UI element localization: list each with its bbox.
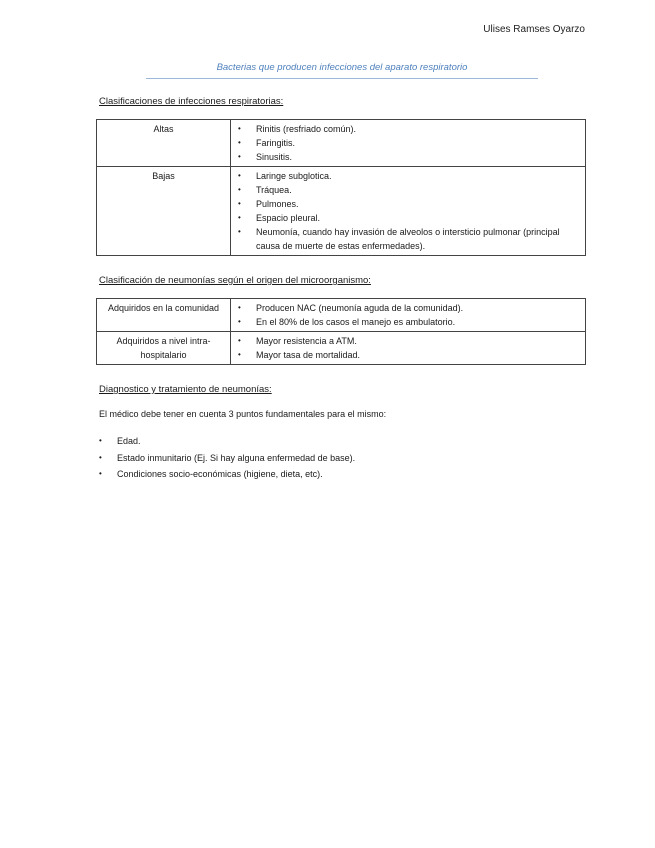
bullet-icon: • [99, 452, 102, 462]
list-item: • Mayor resistencia a ATM. [238, 336, 357, 346]
list-item: • Edad. [99, 436, 141, 446]
bullet-icon: • [238, 171, 241, 180]
title-divider [146, 78, 538, 79]
table-row [97, 299, 586, 332]
bullet-icon: • [238, 227, 241, 236]
bullet-icon: • [238, 199, 241, 208]
list-item: • Condiciones socio-económicas (higiene, dieta, etc). [99, 469, 323, 479]
bullet-icon: • [238, 350, 241, 359]
bullet-icon: • [238, 213, 241, 222]
respiratory-infections-table [96, 119, 586, 256]
table-row [97, 332, 586, 365]
bullet-icon: • [238, 317, 241, 326]
row-items [231, 167, 586, 256]
list-item: • Faringitis. [238, 138, 296, 148]
list-item: • Sinusitis. [238, 152, 293, 162]
row-items [231, 120, 586, 167]
section1-heading: Clasificaciones de infecciones respiratorias: [99, 96, 284, 107]
list-item: • Neumonía, cuando hay invasión de alveolos o intersticio pulmonar (principal causa de muerte de estas enfermedades). [238, 227, 560, 251]
list-item: • Espacio pleural. [238, 213, 321, 223]
document-title: Bacterias que producen infecciones del aparato respiratorio [216, 62, 468, 73]
table-row [97, 120, 586, 167]
section2-heading: Clasificación de neumonías según el origen del microorganismo: [99, 275, 371, 286]
row-items [231, 332, 586, 365]
list-item: • Producen NAC (neumonía aguda de la comunidad). [238, 303, 464, 313]
list-item: • Laringe subglotica. [238, 171, 332, 181]
bullet-icon: • [99, 436, 102, 445]
list-item: • En el 80% de los casos el manejo es ambulatorio. [238, 317, 456, 327]
row-label: Bajas [97, 167, 231, 256]
row-label: Adquiridos a nivel intra-hospitalario [97, 332, 231, 365]
row-label: Altas [97, 120, 231, 167]
bullet-icon: • [238, 138, 241, 147]
bullet-icon: • [238, 185, 241, 194]
section3-heading: Diagnostico y tratamiento de neumonías: [99, 384, 272, 395]
row-items [231, 299, 586, 332]
list-item: • Rinitis (resfriado común). [238, 124, 357, 134]
pneumonia-origin-table [96, 298, 586, 365]
list-item: • Estado inmunitario (Ej. Si hay alguna enfermedad de base). [99, 452, 356, 463]
list-item: • Mayor tasa de mortalidad. [238, 350, 361, 360]
bullet-icon: • [238, 124, 241, 133]
list-item: • Pulmones. [238, 199, 299, 209]
diagnosis-factors-list [99, 434, 355, 484]
author-name: Ulises Ramses Oyarzo [483, 24, 585, 35]
row-label: Adquiridos en la comunidad [97, 299, 231, 332]
bullet-icon: • [238, 152, 241, 161]
bullet-icon: • [99, 469, 102, 478]
table-row [97, 167, 586, 256]
bullet-icon: • [238, 336, 241, 345]
list-item: • Tráquea. [238, 185, 292, 195]
bullet-icon: • [238, 303, 241, 312]
section3-intro: El médico debe tener en cuenta 3 puntos fundamentales para el mismo: [99, 409, 387, 419]
